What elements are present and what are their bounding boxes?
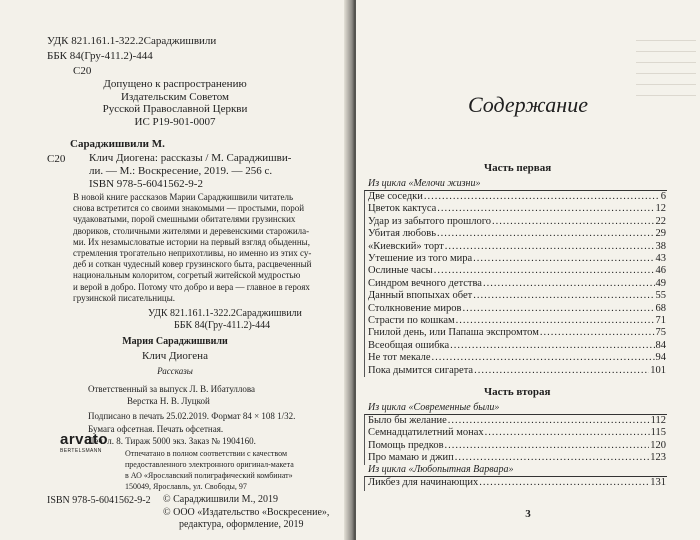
toc-entry-title: Было бы желание	[368, 415, 447, 426]
toc-entry	[368, 265, 666, 276]
toc-entry-title: Удар из забытого прошлого	[368, 215, 492, 227]
toc-entry-title: Не тот мекале	[368, 352, 431, 364]
toc-entry-title: Утешение из того мира	[368, 253, 473, 264]
responsible-editor: Ответственный за выпуск Л. В. Ибатуллова	[88, 384, 256, 394]
arvato-logo	[60, 432, 118, 454]
toc-entry	[368, 452, 666, 463]
toc-leader-dots	[483, 278, 655, 289]
toc-entry-page: 94	[655, 352, 666, 364]
toc-entry-page: 43	[655, 253, 666, 264]
toc-entry-title: Помощь предков	[368, 439, 444, 451]
toc-leader-dots	[474, 365, 649, 376]
imprint-title: Клич Диогена	[142, 350, 208, 362]
cycle-one-heading: Из цикла «Мелочи жизни»	[368, 178, 481, 189]
toc-leader-dots	[456, 315, 655, 326]
toc-leader-dots	[473, 290, 654, 301]
toc-leader-dots	[455, 452, 650, 463]
toc-leader-dots	[540, 327, 655, 338]
toc-leader-dots	[485, 427, 650, 438]
toc-entry-page: 101	[650, 364, 666, 376]
toc-entry-page: 115	[650, 427, 666, 439]
layout-credit: Верстка Н. В. Луцкой	[127, 396, 210, 406]
toc-leader-dots	[450, 340, 654, 351]
copyright-block: © Сараджишвили М., 2019 © ООО «Издательство «Воскресение», редактура, оформление, 2019	[163, 494, 330, 531]
toc-entry-page: 55	[655, 290, 666, 302]
toc-entry-title: Про мамаю и джип	[368, 452, 454, 464]
toc-leader-dots	[492, 216, 654, 227]
bbk-code: ББК 84(Гру-411.2)-444	[47, 50, 153, 62]
annotation: В новой книге рассказов Марии Сараджишвили читатель снова встретится со своими знакомыми — простыми, порой чудаковатыми, порой смешными обитателями грузинских двориков, столичными жителями и деревенскими старожила- ми. Их незамысловатые истории на первый взгляд обыденны, стремления трогательно неприхотливы, но именно из этих су- деб и соткан чудесный ковер грузинского быта, расцвеченный национальным колоритом, согретый житейской мудростью и верой в добро. Потому что добро и вера — главное в героях грузинской писательницы.	[73, 192, 312, 303]
toc-leader-dots	[445, 241, 655, 252]
author-header: Сараджишвили М.	[70, 138, 165, 150]
arvato-subtitle: BERTELSMANN	[60, 448, 102, 454]
toc-entry-title: Семнадцатилетний монах	[368, 427, 484, 439]
toc-entry	[368, 327, 666, 338]
toc-entry-page: 123	[650, 452, 666, 464]
toc-leader-dots	[473, 253, 654, 264]
toc-title: Содержание	[467, 92, 588, 117]
printer-details: Отпечатано в полном соответствии с качеством предоставленного электронного оригинал-макета в АО «Ярославский полиграфический комбинат» 150049, Ярославль, ул. Свободы, 97	[125, 449, 294, 491]
toc-entry	[368, 216, 666, 227]
toc-entry	[368, 241, 666, 252]
author-mark: С20	[73, 65, 92, 77]
toc-entry	[368, 440, 666, 451]
page-number: 3	[525, 508, 531, 520]
toc-entry	[368, 340, 666, 351]
toc-entry-page: 112	[650, 415, 666, 426]
toc-entry-title: Столкновение миров	[368, 302, 462, 314]
cycle-two-heading: Из цикла «Современные были»	[368, 402, 500, 413]
toc-entry	[368, 415, 666, 426]
toc-entry	[368, 477, 666, 488]
isbn: ISBN 978-5-6041562-9-2	[89, 178, 203, 190]
toc-entry-page: 131	[650, 477, 666, 488]
toc-entry-title: Данный впопыхах обет	[368, 290, 473, 302]
toc-entry-title: Две соседки	[368, 191, 423, 202]
toc-leader-dots	[434, 265, 655, 276]
imprint-author: Мария Сараджишвили	[122, 336, 228, 347]
toc-entry-page: 49	[655, 277, 666, 289]
arvato-wordmark: arvato	[60, 431, 109, 448]
toc-leader-dots	[479, 477, 649, 488]
toc-entry-title: Страсти по кошкам	[368, 315, 455, 326]
print-details: Подписано в печать 25.02.2019. Формат 84 × 108 1/32. Бумага офсетная. Печать офсетная. Печ. л. 8. Тираж 5000 экз. Заказ № 1904160.	[88, 411, 296, 447]
toc-leader-dots	[437, 228, 655, 239]
toc-entry-page: 84	[655, 339, 666, 351]
toc-leader-dots	[462, 303, 654, 314]
toc-entry-page: 120	[650, 439, 666, 451]
toc-entry-page: 12	[655, 203, 666, 215]
toc-leader-dots	[424, 191, 660, 202]
toc-entry-page: 75	[655, 327, 666, 339]
biblio-description: Клич Диогена: рассказы / М. Сараджишви- ли. — М.: Воскресение, 2019. — 256 с.	[89, 152, 292, 177]
toc-entry	[368, 427, 666, 438]
toc-entry	[368, 352, 666, 363]
toc-entry-title: Ликбез для начинающих	[368, 477, 479, 488]
toc-entry	[368, 278, 666, 289]
toc-entry-page: 6	[660, 191, 666, 202]
toc-entry-page: 71	[655, 315, 666, 326]
toc-entry	[368, 253, 666, 264]
toc-entry-title: Цветок кактуса	[368, 203, 437, 215]
toc-entry-title: Гнилой день, или Папаша экспромтом	[368, 327, 539, 339]
toc-entry	[368, 365, 666, 376]
toc-entry-page: 22	[655, 215, 666, 227]
toc-entry-title: Синдром вечного детства	[368, 277, 482, 289]
bbk-repeat: ББК 84(Гру-411.2)-444	[174, 320, 271, 331]
toc-leader-dots	[432, 352, 655, 363]
approval-block: Допущено к распространению Издательским Советом Русской Православной Церкви ИС Р19-901-0007	[102, 78, 248, 128]
toc-entry	[368, 228, 666, 239]
toc-entry-title: Убитая любовь	[368, 228, 436, 240]
toc-entry-page: 38	[655, 240, 666, 252]
udk-code: УДК 821.161.1-322.2Сараджишвили	[47, 35, 217, 47]
toc-entry	[368, 303, 666, 314]
contents-page	[356, 0, 700, 540]
udk-repeat: УДК 821.161.1-322.2Сараджишвили	[148, 308, 302, 319]
toc-entry-page: 46	[655, 265, 666, 277]
imprint-genre: Рассказы	[157, 366, 193, 376]
toc-leader-dots	[437, 203, 654, 214]
toc-entry-page: 68	[655, 302, 666, 314]
cycle-three-heading: Из цикла «Любопытная Варвара»	[368, 464, 514, 475]
toc-leader-dots	[448, 415, 650, 426]
toc-entry-title: «Киевский» торт	[368, 240, 444, 252]
toc-entry	[368, 315, 666, 326]
toc-entry-page: 29	[655, 228, 666, 240]
toc-leader-dots	[445, 440, 650, 451]
part-two-heading: Часть вторая	[484, 386, 551, 398]
toc-entry	[368, 203, 666, 214]
toc-entry-title: Ослиные часы	[368, 265, 433, 277]
biblio-code: С20	[47, 153, 66, 165]
toc-entry-title: Всеобщая ошибка	[368, 339, 450, 351]
isbn-bottom: ISBN 978-5-6041562-9-2	[47, 495, 151, 506]
part-one-heading: Часть первая	[484, 162, 552, 174]
toc-entry	[368, 290, 666, 301]
toc-entry-title: Пока дымится сигарета	[368, 364, 474, 376]
toc-entry	[368, 191, 666, 202]
